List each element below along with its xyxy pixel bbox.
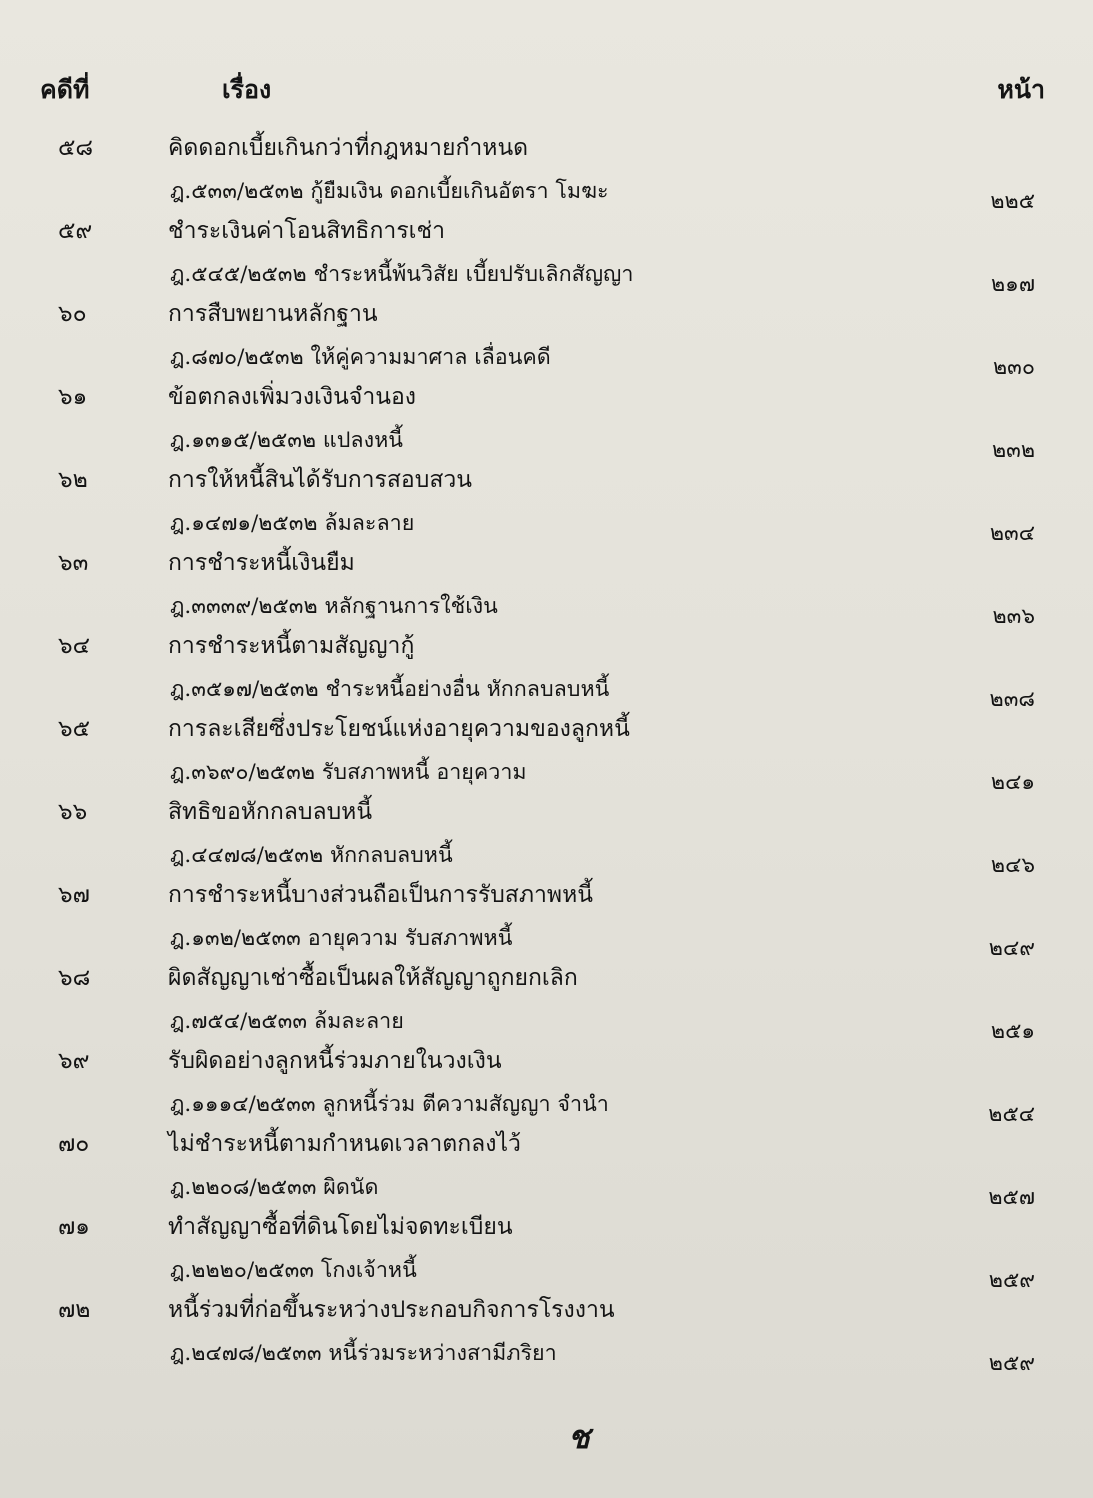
- case-number: ๖๒: [58, 467, 88, 493]
- header-page: หน้า: [997, 75, 1045, 104]
- page-number: ๒๔๖: [990, 853, 1035, 878]
- case-reference: ฎ.๑๓๒/๒๕๓๓ อายุความ รับสภาพหนี้: [170, 926, 513, 951]
- case-reference: ฎ.๒๒๒๐/๒๕๓๓ โกงเจ้าหนี้: [170, 1258, 417, 1283]
- page-number: ๒๒๕: [990, 189, 1035, 214]
- case-number: ๖๓: [58, 550, 89, 576]
- case-title: การให้หนี้สินได้รับการสอบสวน: [168, 467, 473, 493]
- case-title: การชำระหนี้บางส่วนถือเป็นการรับสภาพหนี้: [168, 882, 593, 908]
- case-number: ๖๗: [58, 882, 90, 908]
- case-number: ๗๒: [58, 1297, 91, 1323]
- page-number: ๒๕๗: [988, 1185, 1035, 1210]
- header-subject: เรื่อง: [222, 75, 272, 104]
- case-reference: ฎ.๑๑๑๔/๒๕๓๓ ลูกหนี้ร่วม ตีความสัญญา จำนำ: [170, 1092, 609, 1117]
- case-reference: ฎ.๓๕๑๗/๒๕๓๒ ชำระหนี้อย่างอื่น หักกลบลบหนี้: [170, 677, 610, 702]
- case-title: การชำระหนี้ตามสัญญากู้: [168, 633, 415, 659]
- page-number: ๒๓๐: [993, 355, 1035, 380]
- page-number: ๒๓๔: [989, 521, 1035, 546]
- header-case-no: คดีที่: [40, 75, 90, 104]
- page-number: ๒๓๘: [989, 687, 1035, 712]
- case-title: ข้อตกลงเพิ่มวงเงินจำนอง: [168, 384, 417, 410]
- case-number: ๖๔: [58, 633, 91, 659]
- page-number: ๒๕๑: [990, 1019, 1035, 1044]
- case-reference: ฎ.๓๖๙๐/๒๕๓๒ รับสภาพหนี้ อายุความ: [170, 760, 527, 785]
- case-title: การสืบพยานหลักฐาน: [168, 301, 378, 327]
- case-number: ๕๘: [58, 135, 94, 161]
- case-number: ๖๖: [58, 799, 88, 825]
- page-number: ๒๔๙: [988, 936, 1035, 961]
- case-number: ๖๙: [58, 1048, 90, 1074]
- case-number: ๖๘: [58, 965, 91, 991]
- case-title: ไม่ชำระหนี้ตามกำหนดเวลาตกลงไว้: [168, 1131, 521, 1157]
- case-title: การชำระหนี้เงินยืม: [168, 550, 355, 576]
- page-number: ๒๔๑: [990, 770, 1035, 795]
- page-folio: ช: [568, 1418, 590, 1456]
- case-reference: ฎ.๓๓๓๙/๒๕๓๒ หลักฐานการใช้เงิน: [170, 594, 498, 619]
- case-number: ๗๐: [58, 1131, 90, 1157]
- case-reference: ฎ.๘๗๐/๒๕๓๒ ให้คู่ความมาศาล เลื่อนคดี: [170, 345, 551, 370]
- case-title: ผิดสัญญาเช่าซื้อเป็นผลให้สัญญาถูกยกเลิก: [168, 965, 578, 991]
- page-number: ๒๕๔: [988, 1102, 1035, 1127]
- case-title: รับผิดอย่างลูกหนี้ร่วมภายในวงเงิน: [168, 1048, 502, 1074]
- case-title: คิดดอกเบี้ยเกินกว่าที่กฎหมายกำหนด: [168, 135, 529, 161]
- case-title: ชำระเงินค่าโอนสิทธิการเช่า: [168, 218, 446, 244]
- case-reference: ฎ.๑๓๑๕/๒๕๓๒ แปลงหนี้: [170, 428, 403, 453]
- case-reference: ฎ.๕๔๕/๒๕๓๒ ชำระหนี้พ้นวิสัย เบี้ยปรับเลิกสัญญา: [170, 262, 634, 287]
- case-number: ๗๑: [58, 1214, 90, 1240]
- case-number: ๕๙: [58, 218, 93, 244]
- case-reference: ฎ.๑๔๗๑/๒๕๓๒ ล้มละลาย: [170, 511, 415, 536]
- page-number: ๒๓๒: [991, 438, 1035, 463]
- case-title: หนี้ร่วมที่ก่อขึ้นระหว่างประกอบกิจการโรงงาน: [168, 1297, 615, 1323]
- page-number: ๒๕๙: [988, 1351, 1035, 1376]
- page-number: ๒๕๙: [988, 1268, 1035, 1293]
- case-number: ๖๕: [58, 716, 91, 742]
- case-reference: ฎ.๗๕๔/๒๕๓๓ ล้มละลาย: [170, 1009, 404, 1034]
- case-title: การละเสียซึ่งประโยชน์แห่งอายุความของลูกหนี้: [168, 716, 630, 742]
- page-number: ๒๑๗: [991, 272, 1035, 297]
- case-reference: ฎ.๕๓๓/๒๕๓๒ กู้ยืมเงิน ดอกเบี้ยเกินอัตรา โมฆะ: [170, 179, 609, 204]
- case-title: สิทธิขอหักกลบลบหนี้: [168, 799, 373, 825]
- page-number: ๒๓๖: [992, 604, 1035, 629]
- case-number: ๖๑: [58, 384, 88, 410]
- case-reference: ฎ.๒๔๗๘/๒๕๓๓ หนี้ร่วมระหว่างสามีภริยา: [170, 1341, 557, 1366]
- case-number: ๖๐: [58, 301, 87, 327]
- case-title: ทำสัญญาซื้อที่ดินโดยไม่จดทะเบียน: [168, 1214, 513, 1240]
- case-reference: ฎ.๔๔๗๘/๒๕๓๒ หักกลบลบหนี้: [170, 843, 453, 868]
- case-reference: ฎ.๒๒๐๘/๒๕๓๓ ผิดนัด: [170, 1175, 379, 1200]
